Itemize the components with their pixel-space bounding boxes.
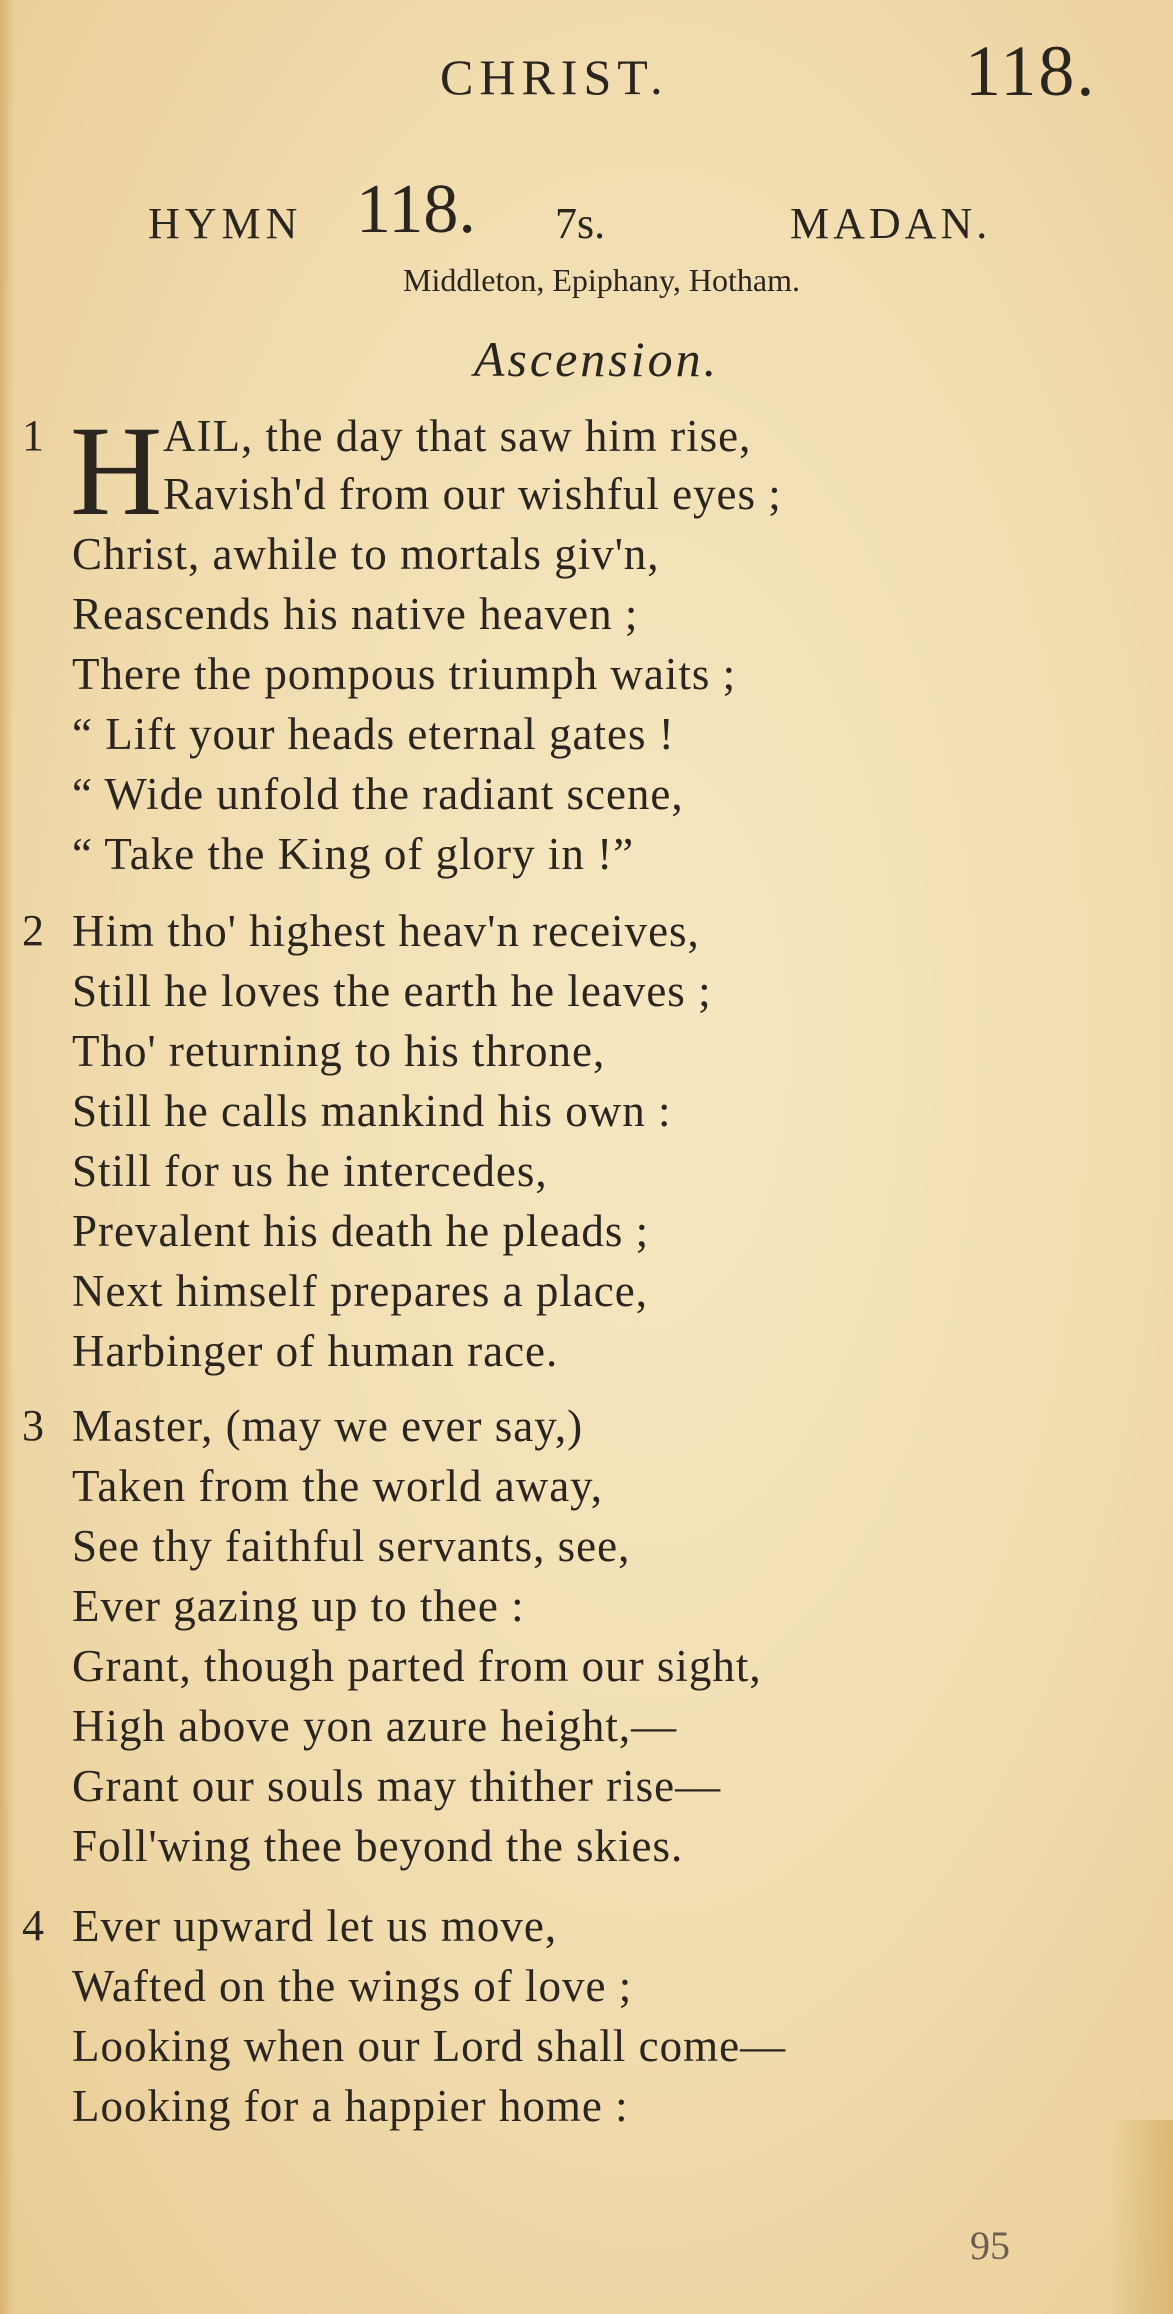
stanza-line: Grant our souls may thither rise— xyxy=(72,1761,722,1811)
stanza-line: Looking when our Lord shall come— xyxy=(72,2021,787,2071)
stanza-number: 1 xyxy=(22,411,44,460)
hymn-label: HYMN xyxy=(148,199,303,248)
hymn-tunes: Middleton, Epiphany, Hotham. xyxy=(403,262,800,298)
stanza-line: Tho' returning to his throne, xyxy=(72,1026,606,1076)
hymn-meter: 7s. xyxy=(555,199,606,248)
running-head xyxy=(0,30,1173,110)
stanza-line: “ Take the King of glory in !” xyxy=(72,829,635,879)
stanza-line: Still he loves the earth he leaves ; xyxy=(72,966,712,1016)
paper-stain xyxy=(1110,2120,1173,2314)
stanza-line: Taken from the world away, xyxy=(72,1461,603,1511)
running-head-page-number: 118. xyxy=(965,31,1097,111)
stanza-line: Wafted on the wings of love ; xyxy=(72,1961,633,2011)
stanza-line: Next himself prepares a place, xyxy=(72,1266,648,1316)
stanza-line: Christ, awhile to mortals giv'n, xyxy=(72,529,660,579)
hymn-header xyxy=(0,170,1173,250)
stanza-number: 2 xyxy=(22,906,44,955)
stanza-line: Still for us he intercedes, xyxy=(72,1146,548,1196)
stanza-line: Ever gazing up to thee : xyxy=(72,1581,525,1631)
stanza-number: 4 xyxy=(22,1901,44,1950)
stanza-line: Ravish'd from our wishful eyes ; xyxy=(163,469,782,519)
stanza-number: 3 xyxy=(22,1401,44,1450)
running-head-title: CHRIST. xyxy=(440,49,669,105)
hymn-number: 118. xyxy=(356,171,476,248)
stanza-line: High above yon azure height,— xyxy=(72,1701,678,1751)
stanza-line: Harbinger of human race. xyxy=(72,1326,559,1376)
stanza-line: “ Lift your heads eternal gates ! xyxy=(72,709,675,759)
stanza-line: Him tho' highest heav'n receives, xyxy=(72,906,700,956)
stanza-line: AIL, the day that saw him rise, xyxy=(163,411,752,461)
stanza-line: Reascends his native heaven ; xyxy=(72,589,639,639)
stanza-line: “ Wide unfold the radiant scene, xyxy=(72,769,684,819)
stanza-line: Still he calls mankind his own : xyxy=(72,1086,672,1136)
folio-signature: 95 xyxy=(970,2223,1010,2268)
hymn-author: MADAN. xyxy=(790,199,992,248)
stanza-line: Grant, though parted from our sight, xyxy=(72,1641,762,1691)
stanza-line: Foll'wing thee beyond the skies. xyxy=(72,1821,684,1871)
drop-cap: H xyxy=(70,400,163,542)
stanza-line: Looking for a happier home : xyxy=(72,2081,629,2131)
stanza-line: See thy faithful servants, see, xyxy=(72,1521,631,1571)
stanza-line: Ever upward let us move, xyxy=(72,1901,558,1951)
stanza-line: Master, (may we ever say,) xyxy=(72,1401,584,1451)
hymn-subject: Ascension. xyxy=(473,331,720,387)
stanza-line: Prevalent his death he pleads ; xyxy=(72,1206,650,1256)
stanza-line: There the pompous triumph waits ; xyxy=(72,649,737,699)
